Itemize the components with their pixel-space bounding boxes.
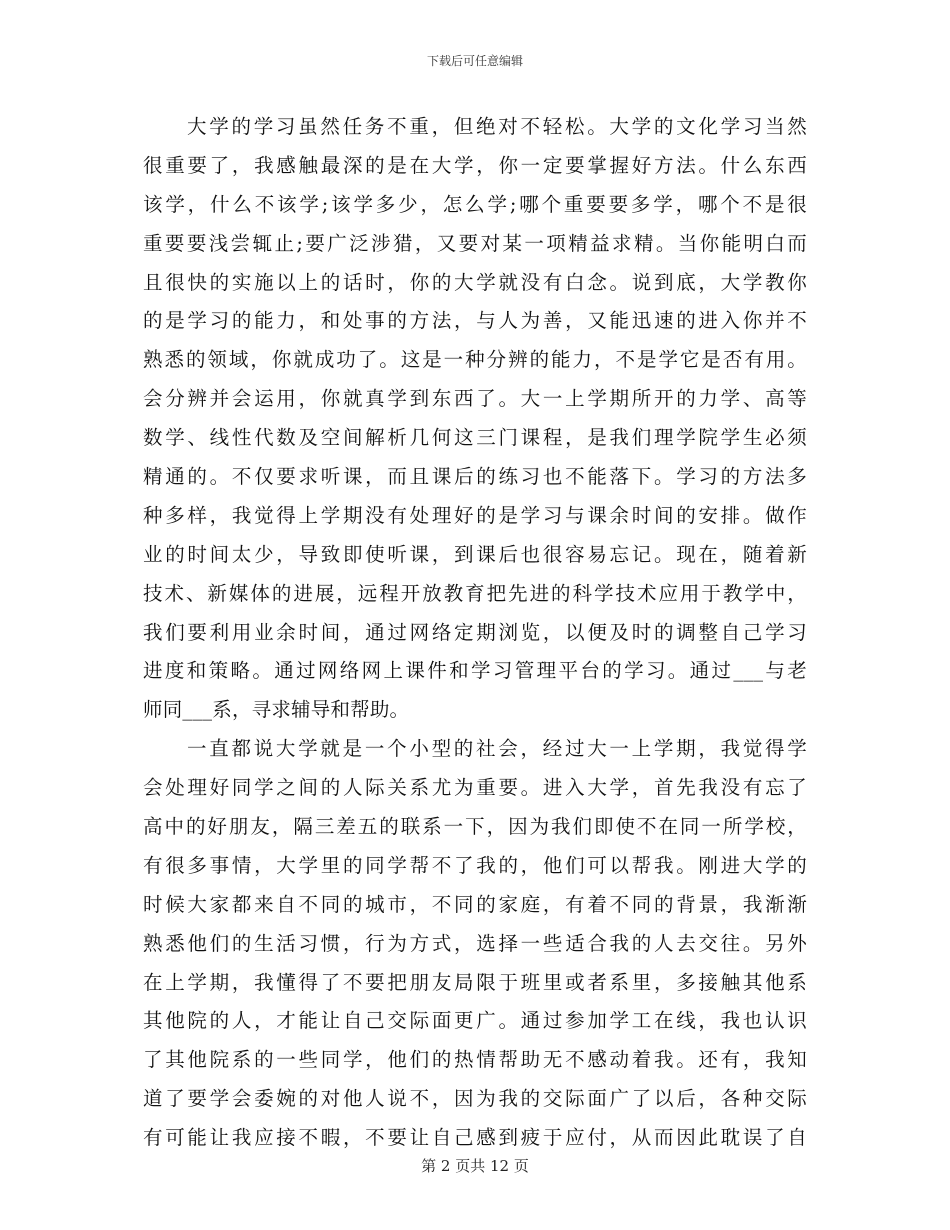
text-line: 技术、新媒体的进展，远程开放教育把先进的科学技术应用于教学中，: [143, 581, 807, 605]
text-line: 熟悉的领域，你就成功了。这是一种分辨的能力，不是学它是否有用。: [143, 348, 807, 372]
text-line: 业的时间太少，导致即使听课，到课后也很容易忘记。现在，随着新: [143, 542, 807, 566]
paragraph: [143, 108, 807, 730]
text-line: 其他院的人，才能让自己交际面更广。通过参加学工在线，我也认识: [143, 1009, 807, 1033]
document-body: [143, 108, 807, 1158]
text-line: 有很多事情，大学里的同学帮不了我的，他们可以帮我。刚进大学的: [143, 853, 807, 877]
page-header: 下载后可任意编辑: [426, 54, 523, 68]
text-line: 数学、线性代数及空间解析几何这三门课程，是我们理学院学生必须: [143, 426, 807, 450]
text-line: 了其他院系的一些同学，他们的热情帮助无不感动着我。还有，我知: [143, 1048, 807, 1072]
text-line: 会处理好同学之间的人际关系尤为重要。进入大学，首先我没有忘了: [143, 776, 807, 800]
text-line: 很重要了，我感触最深的是在大学，你一定要掌握好方法。什么东西: [143, 153, 807, 177]
text-line: 会分辨并会运用，你就真学到东西了。大一上学期所开的力学、高等: [143, 387, 807, 411]
text-line: 一直都说大学就是一个小型的社会，经过大一上学期，我觉得学: [187, 737, 807, 761]
text-line: 精通的。不仅要求听课，而且课后的练习也不能落下。学习的方法多: [143, 465, 807, 489]
text-line: 进度和策略。通过网络网上课件和学习管理平台的学习。通过___与老: [143, 659, 807, 683]
text-line: 熟悉他们的生活习惯，行为方式，选择一些适合我的人去交往。另外: [143, 931, 807, 955]
page-number-footer: 第 2 页共 12 页: [421, 1157, 529, 1175]
text-line: 有可能让我应接不暇，不要让自己感到疲于应付，从而因此耽误了自: [143, 1126, 807, 1150]
text-line: 师同___系，寻求辅导和帮助。: [143, 698, 410, 722]
text-line: 大学的学习虽然任务不重，但绝对不轻松。大学的文化学习当然: [187, 115, 807, 138]
text-line: 高中的好朋友，隔三差五的联系一下，因为我们即使不在同一所学校，: [143, 815, 807, 839]
text-line: 我们要利用业余时间，通过网络定期浏览，以便及时的调整自己学习: [143, 620, 807, 644]
text-line: 时候大家都来自不同的城市，不同的家庭，有着不同的背景，我渐渐: [143, 892, 807, 916]
text-line: 且很快的实施以上的话时，你的大学就没有白念。说到底，大学教你: [143, 270, 807, 294]
text-line: 种多样，我觉得上学期没有处理好的是学习与课余时间的安排。做作: [143, 503, 807, 527]
text-line: 道了要学会委婉的对他人说不，因为我的交际面广了以后，各种交际: [143, 1087, 807, 1111]
text-line: 该学，什么不该学;该学多少，怎么学;哪个重要要多学，哪个不是很: [143, 192, 807, 216]
text-line: 的是学习的能力，和处事的方法，与人为善，又能迅速的进入你并不: [143, 309, 807, 333]
text-line: 在上学期，我懂得了不要把朋友局限于班里或者系里，多接触其他系: [143, 970, 807, 994]
text-line: 重要要浅尝辄止;要广泛涉猎，又要对某一项精益求精。当你能明白而: [143, 231, 807, 255]
paragraph: [143, 730, 807, 1158]
